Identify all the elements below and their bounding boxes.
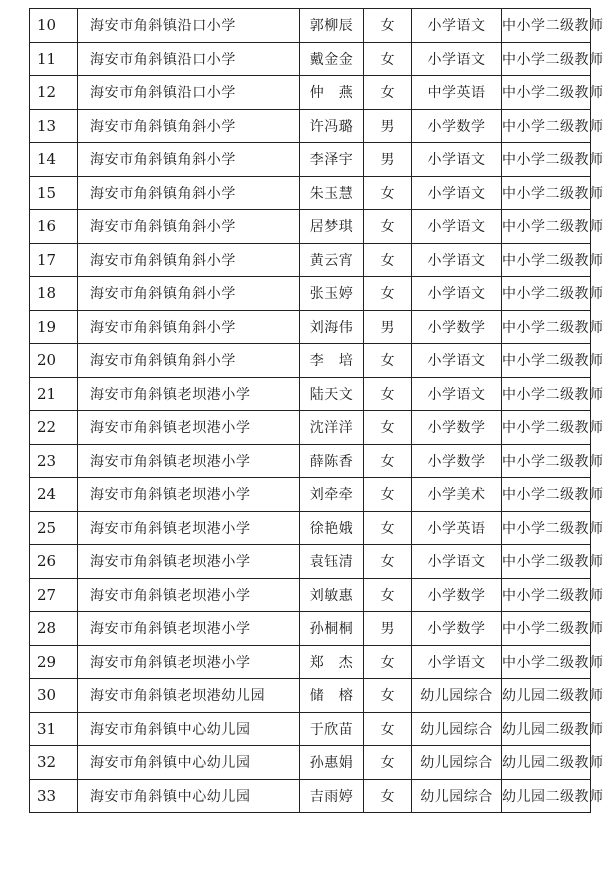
table-row <box>30 444 591 478</box>
teacher-list-page <box>29 8 604 813</box>
cell-number: 28 <box>30 612 78 646</box>
cell-subject: 小学语文 <box>412 344 502 378</box>
cell-title: 中小学二级教师 <box>502 143 591 177</box>
table-row <box>30 746 591 780</box>
cell-number: 21 <box>30 377 78 411</box>
cell-school: 海安市角斜镇角斜小学 <box>78 143 300 177</box>
cell-school: 海安市角斜镇老坝港小学 <box>78 612 300 646</box>
table-row <box>30 478 591 512</box>
cell-school: 海安市角斜镇角斜小学 <box>78 344 300 378</box>
cell-name: 刘牵牵 <box>300 478 364 512</box>
cell-number: 31 <box>30 712 78 746</box>
cell-subject: 小学数学 <box>412 612 502 646</box>
cell-subject: 小学语文 <box>412 9 502 43</box>
cell-gender: 女 <box>364 478 412 512</box>
cell-name: 黄云宵 <box>300 243 364 277</box>
table-row <box>30 679 591 713</box>
cell-name: 刘敏惠 <box>300 578 364 612</box>
table-row <box>30 645 591 679</box>
table-row <box>30 511 591 545</box>
cell-title: 中小学二级教师 <box>502 444 591 478</box>
cell-subject: 中学英语 <box>412 76 502 110</box>
table-row <box>30 176 591 210</box>
cell-gender: 男 <box>364 143 412 177</box>
cell-subject: 小学数学 <box>412 310 502 344</box>
cell-gender: 男 <box>364 612 412 646</box>
cell-gender: 女 <box>364 377 412 411</box>
cell-gender: 女 <box>364 42 412 76</box>
cell-number: 17 <box>30 243 78 277</box>
cell-subject: 小学语文 <box>412 645 502 679</box>
cell-gender: 女 <box>364 545 412 579</box>
cell-school: 海安市角斜镇沿口小学 <box>78 42 300 76</box>
cell-name: 郑 杰 <box>300 645 364 679</box>
cell-school: 海安市角斜镇老坝港小学 <box>78 444 300 478</box>
cell-school: 海安市角斜镇老坝港小学 <box>78 478 300 512</box>
cell-title: 幼儿园二级教师 <box>502 679 591 713</box>
cell-name: 戴金金 <box>300 42 364 76</box>
cell-number: 10 <box>30 9 78 43</box>
table-row <box>30 545 591 579</box>
cell-school: 海安市角斜镇角斜小学 <box>78 277 300 311</box>
cell-title: 幼儿园二级教师 <box>502 746 591 780</box>
cell-gender: 女 <box>364 243 412 277</box>
cell-number: 11 <box>30 42 78 76</box>
cell-subject: 小学语文 <box>412 243 502 277</box>
cell-title: 中小学二级教师 <box>502 645 591 679</box>
cell-school: 海安市角斜镇老坝港小学 <box>78 411 300 445</box>
table-row <box>30 243 591 277</box>
cell-title: 中小学二级教师 <box>502 545 591 579</box>
cell-school: 海安市角斜镇中心幼儿园 <box>78 779 300 813</box>
cell-name: 于欣苗 <box>300 712 364 746</box>
cell-gender: 女 <box>364 344 412 378</box>
cell-title: 中小学二级教师 <box>502 109 591 143</box>
cell-school: 海安市角斜镇角斜小学 <box>78 109 300 143</box>
cell-subject: 小学语文 <box>412 277 502 311</box>
table-row <box>30 109 591 143</box>
cell-name: 张玉婷 <box>300 277 364 311</box>
cell-title: 中小学二级教师 <box>502 377 591 411</box>
table-row <box>30 344 591 378</box>
cell-title: 中小学二级教师 <box>502 42 591 76</box>
cell-name: 徐艳娥 <box>300 511 364 545</box>
cell-school: 海安市角斜镇老坝港幼儿园 <box>78 679 300 713</box>
cell-number: 16 <box>30 210 78 244</box>
cell-number: 20 <box>30 344 78 378</box>
cell-school: 海安市角斜镇角斜小学 <box>78 310 300 344</box>
cell-school: 海安市角斜镇老坝港小学 <box>78 578 300 612</box>
cell-name: 李泽宇 <box>300 143 364 177</box>
cell-title: 中小学二级教师 <box>502 210 591 244</box>
cell-number: 13 <box>30 109 78 143</box>
cell-school: 海安市角斜镇角斜小学 <box>78 210 300 244</box>
cell-name: 郭柳辰 <box>300 9 364 43</box>
cell-number: 22 <box>30 411 78 445</box>
cell-name: 储 榕 <box>300 679 364 713</box>
cell-number: 33 <box>30 779 78 813</box>
table-row <box>30 779 591 813</box>
cell-title: 幼儿园二级教师 <box>502 712 591 746</box>
cell-number: 14 <box>30 143 78 177</box>
table-row <box>30 9 591 43</box>
cell-name: 朱玉慧 <box>300 176 364 210</box>
cell-gender: 男 <box>364 310 412 344</box>
cell-number: 18 <box>30 277 78 311</box>
cell-school: 海安市角斜镇沿口小学 <box>78 9 300 43</box>
cell-subject: 小学英语 <box>412 511 502 545</box>
cell-title: 中小学二级教师 <box>502 344 591 378</box>
cell-title: 中小学二级教师 <box>502 578 591 612</box>
teacher-list-table <box>29 8 604 813</box>
cell-gender: 女 <box>364 746 412 780</box>
table-body <box>30 9 604 813</box>
cell-title: 中小学二级教师 <box>502 277 591 311</box>
cell-school: 海安市角斜镇老坝港小学 <box>78 511 300 545</box>
table-row <box>30 210 591 244</box>
cell-subject: 小学数学 <box>412 444 502 478</box>
cell-name: 孙桐桐 <box>300 612 364 646</box>
cell-number: 23 <box>30 444 78 478</box>
cell-school: 海安市角斜镇老坝港小学 <box>78 645 300 679</box>
table-row <box>30 578 591 612</box>
cell-number: 12 <box>30 76 78 110</box>
cell-subject: 小学数学 <box>412 411 502 445</box>
cell-subject: 小学语文 <box>412 143 502 177</box>
cell-subject: 幼儿园综合 <box>412 679 502 713</box>
cell-name: 袁钰清 <box>300 545 364 579</box>
cell-subject: 幼儿园综合 <box>412 746 502 780</box>
cell-subject: 小学数学 <box>412 109 502 143</box>
cell-gender: 女 <box>364 511 412 545</box>
cell-subject: 小学语文 <box>412 176 502 210</box>
cell-number: 19 <box>30 310 78 344</box>
cell-school: 海安市角斜镇沿口小学 <box>78 76 300 110</box>
cell-title: 中小学二级教师 <box>502 9 591 43</box>
cell-name: 居梦琪 <box>300 210 364 244</box>
cell-name: 仲 燕 <box>300 76 364 110</box>
cell-gender: 女 <box>364 444 412 478</box>
cell-subject: 小学语文 <box>412 42 502 76</box>
cell-number: 30 <box>30 679 78 713</box>
cell-number: 15 <box>30 176 78 210</box>
cell-name: 李 培 <box>300 344 364 378</box>
cell-school: 海安市角斜镇角斜小学 <box>78 243 300 277</box>
cell-name: 孙惠娟 <box>300 746 364 780</box>
cell-gender: 男 <box>364 109 412 143</box>
cell-title: 中小学二级教师 <box>502 511 591 545</box>
cell-subject: 幼儿园综合 <box>412 712 502 746</box>
cell-school: 海安市角斜镇中心幼儿园 <box>78 712 300 746</box>
cell-name: 薛陈香 <box>300 444 364 478</box>
table-row <box>30 377 591 411</box>
cell-number: 26 <box>30 545 78 579</box>
cell-gender: 女 <box>364 210 412 244</box>
cell-gender: 女 <box>364 176 412 210</box>
cell-school: 海安市角斜镇角斜小学 <box>78 176 300 210</box>
cell-name: 沈洋洋 <box>300 411 364 445</box>
cell-title: 中小学二级教师 <box>502 310 591 344</box>
cell-number: 32 <box>30 746 78 780</box>
cell-number: 29 <box>30 645 78 679</box>
table-row <box>30 310 591 344</box>
cell-title: 中小学二级教师 <box>502 243 591 277</box>
table-row <box>30 76 591 110</box>
cell-gender: 女 <box>364 679 412 713</box>
cell-gender: 女 <box>364 712 412 746</box>
table-row <box>30 143 591 177</box>
cell-subject: 小学语文 <box>412 545 502 579</box>
cell-name: 刘海伟 <box>300 310 364 344</box>
cell-subject: 幼儿园综合 <box>412 779 502 813</box>
cell-title: 中小学二级教师 <box>502 176 591 210</box>
cell-subject: 小学语文 <box>412 377 502 411</box>
cell-gender: 女 <box>364 578 412 612</box>
table-row <box>30 411 591 445</box>
table-row <box>30 712 591 746</box>
cell-gender: 女 <box>364 9 412 43</box>
cell-name: 许冯璐 <box>300 109 364 143</box>
cell-gender: 女 <box>364 411 412 445</box>
cell-subject: 小学数学 <box>412 578 502 612</box>
table-row <box>30 42 591 76</box>
cell-number: 24 <box>30 478 78 512</box>
cell-title: 中小学二级教师 <box>502 478 591 512</box>
cell-name: 吉雨婷 <box>300 779 364 813</box>
table-row <box>30 612 591 646</box>
cell-title: 中小学二级教师 <box>502 612 591 646</box>
table-row <box>30 277 591 311</box>
cell-school: 海安市角斜镇老坝港小学 <box>78 545 300 579</box>
cell-subject: 小学美术 <box>412 478 502 512</box>
cell-number: 27 <box>30 578 78 612</box>
cell-gender: 女 <box>364 645 412 679</box>
cell-gender: 女 <box>364 76 412 110</box>
cell-number: 25 <box>30 511 78 545</box>
cell-subject: 小学语文 <box>412 210 502 244</box>
cell-title: 中小学二级教师 <box>502 411 591 445</box>
cell-title: 中小学二级教师 <box>502 76 591 110</box>
cell-gender: 女 <box>364 277 412 311</box>
cell-title: 幼儿园二级教师 <box>502 779 591 813</box>
cell-school: 海安市角斜镇老坝港小学 <box>78 377 300 411</box>
cell-school: 海安市角斜镇中心幼儿园 <box>78 746 300 780</box>
cell-gender: 女 <box>364 779 412 813</box>
cell-name: 陆天文 <box>300 377 364 411</box>
